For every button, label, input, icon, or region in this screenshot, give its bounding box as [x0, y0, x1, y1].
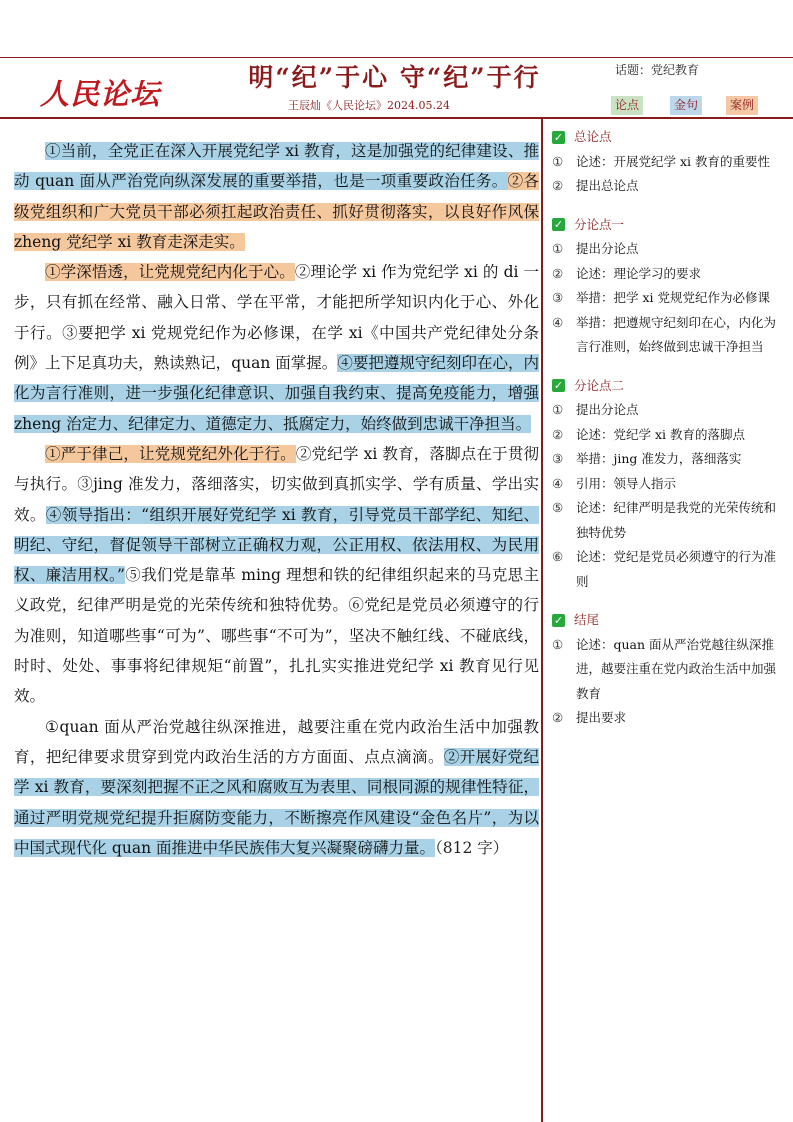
checkbox-icon: ✓	[553, 218, 564, 232]
item-text: 引用：领导人指示	[576, 475, 677, 491]
tag-argument: 论点	[611, 96, 643, 115]
sentence: ④领导指出：“组织开展好党纪学 xi 教育，引导党员干部学纪、知纪、明纪、守纪，督促领导干部树立正确权力观，公正用权、依法用权、为民用权、廉洁用权。”	[14, 505, 539, 585]
word-count: （812 字）	[434, 838, 509, 857]
item-number: ②	[552, 710, 564, 725]
outline-item	[552, 311, 787, 360]
item-text: 论述：开展党纪学 xi 教育的重要性	[576, 153, 770, 169]
sentence: ③jing 准发力，落细落实，切实做到真抓实学、学有质量、学出实效。	[14, 475, 539, 524]
sentence: ②各级党组织和广大党员干部必须扛起政治责任、抓好贯彻落实，以良好作风保 zheng 党纪学 xi 教育走深走实。	[14, 172, 539, 251]
item-text: 提出要求	[576, 710, 627, 725]
outline-item	[552, 262, 787, 287]
outline-item	[552, 423, 787, 448]
checkbox-icon: ✓	[553, 130, 564, 144]
item-text: 举措：把遵规守纪刻印在心，内化为言行准则，始终做到忠诚干净担当	[576, 314, 777, 354]
section-title: 总论点	[574, 129, 612, 144]
header-bottom-rule	[0, 117, 793, 119]
section-title: 分论点二	[574, 377, 625, 393]
sentence: ③要把学 xi 党规党纪作为必修课，在学 xi《中国共产党纪律处分条例》上下足真功夫，熟读熟记，quan 面掌握。	[14, 323, 539, 373]
outline-item	[552, 286, 787, 311]
sentence: ①学深悟透，让党规党纪内化于心。	[45, 263, 295, 282]
byline: 王辰灿《人民论坛》2024.05.24	[288, 99, 450, 112]
item-text: 举措：把学 xi 党规党纪作为必修课	[576, 290, 770, 305]
paragraph-2	[14, 257, 539, 439]
sentence: ①严于律己，让党规党纪外化于行。	[45, 444, 296, 463]
outline-item	[552, 447, 787, 472]
item-text: 论述：党纪学 xi 教育的落脚点	[576, 426, 745, 442]
section-title: 分论点一	[574, 216, 625, 232]
sentence: ⑥党纪是党员必须遵守的行为准则，知道哪些事“可为”、哪些事“不可为”，坚决不触红线、不碰底线，时时、处处、事事将纪律规矩“前置”，扎扎实实推进党纪学 xi 教育见行见效。	[14, 596, 539, 706]
outline-item	[552, 545, 787, 594]
outline-item	[552, 633, 787, 707]
logo: 人民论坛	[40, 77, 161, 111]
item-number: ⑤	[552, 500, 564, 515]
column-divider	[541, 119, 543, 1122]
paragraph-1	[14, 136, 539, 257]
item-number: ⑥	[552, 549, 564, 564]
sentence: ②开展好党纪学 xi 教育，要深刻把握不正之风和腐败互为表里、同根同源的规律性特征，通过严明党规党纪提升拒腐防变能力，不断擦亮作风建设“金色名片”，为以中国式现代化 quan 面推进中华民族伟大复兴凝聚磅礴力量。	[14, 747, 539, 857]
item-number: ③	[552, 290, 564, 305]
item-text: 提出总论点	[576, 178, 639, 193]
item-text: 提出分论点	[576, 241, 639, 256]
outline-item	[552, 496, 787, 545]
outline-item	[552, 174, 787, 199]
item-number: ④	[552, 314, 564, 330]
item-text: 论述：党纪是党员必须遵守的行为准则	[576, 549, 777, 589]
checkbox-icon: ✓	[553, 379, 564, 393]
section-title: 结尾	[574, 612, 600, 627]
item-number: ②	[552, 178, 564, 193]
topic-label: 话题：党纪教育	[615, 63, 700, 77]
paragraph-4	[14, 712, 539, 863]
item-number: ④	[552, 475, 564, 491]
outline-item	[552, 237, 787, 262]
item-number: ②	[552, 265, 564, 281]
item-number: ①	[552, 153, 564, 169]
tag-quote: 金句	[670, 96, 702, 115]
item-number: ①	[552, 402, 564, 417]
item-text: 举措：jing 准发力，落细落实	[576, 451, 742, 466]
sentence: ①当前，全党正在深入开展党纪学 xi 教育，这是加强党的纪律建设、推动 quan 面从严治党向纵深发展的重要举措，也是一项重要政治任务。	[14, 142, 539, 191]
checkbox-icon: ✓	[553, 613, 564, 627]
outline-section-heading	[552, 213, 787, 238]
outline-item	[552, 150, 787, 175]
item-text: 论述：quan 面从严治党越往纵深推进，越要注重在党内政治生活中加强教育	[576, 636, 777, 701]
outline-item	[552, 706, 787, 731]
paragraph-3	[14, 439, 539, 712]
sentence: ②理论学 xi 作为党纪学 xi 的 di 一步，只有抓在经常、融入日常、学在平常，才能把所学知识内化于心、外化于行。	[14, 263, 539, 342]
item-text: 论述：纪律严明是我党的光荣传统和独特优势	[576, 500, 777, 540]
outline-item	[552, 398, 787, 423]
item-number: ①	[552, 241, 564, 256]
outline-item	[552, 472, 787, 497]
page-title: 明“纪”于心 守“纪”于行	[248, 63, 541, 92]
sentence: ⑤我们党是靠革 ming 理想和铁的纪律组织起来的马克思主义政党，纪律严明是党的光荣传统和独特优势。	[14, 566, 539, 615]
item-text: 论述：理论学习的要求	[576, 265, 702, 281]
item-number: ②	[552, 426, 564, 442]
outline-section-heading	[552, 374, 787, 399]
item-number: ①	[552, 636, 564, 652]
sentence: ②党纪学 xi 教育，落脚点在于贯彻与执行。	[14, 444, 539, 494]
outline-section-heading	[552, 125, 787, 150]
tag-case: 案例	[726, 96, 758, 115]
item-number: ③	[552, 451, 564, 466]
article-body	[14, 136, 539, 863]
sentence: ④要把遵规守纪刻印在心，内化为言行准则，进一步强化纪律意识、加强自我约束、提高免疫能力，增强 zheng 治定力、纪律定力、道德定力、抵腐定力，始终做到忠诚干净担当。	[14, 354, 539, 433]
outline-panel	[552, 125, 787, 731]
item-text: 提出分论点	[576, 402, 639, 417]
sentence: ①quan 面从严治党越往纵深推进，越要注重在党内政治生活中加强教育，把纪律要求贯穿到党内政治生活的方方面面、点点滴滴。	[14, 717, 539, 766]
outline-section-heading	[552, 608, 787, 633]
